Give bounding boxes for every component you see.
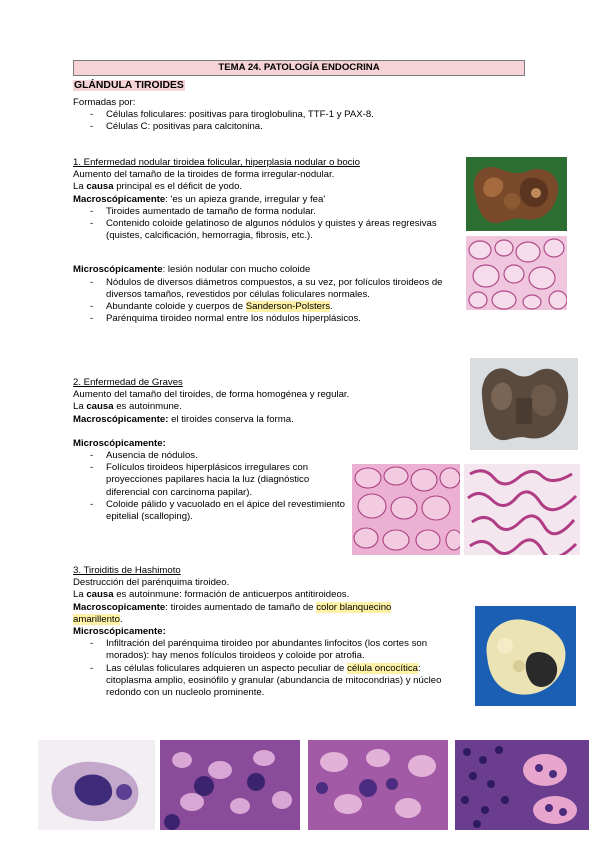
- section-1-macro: Macroscópicamente: 'es un apieza grande, irregular y fea': [73, 193, 326, 205]
- hashimoto-gross-photo: [475, 606, 576, 706]
- section-3-macro: Macroscopicamente: tiroides aumentado de tamaño de color blanquecino amarillento.: [73, 601, 392, 625]
- intro-lead: Formadas por:: [73, 97, 136, 108]
- section-3: [73, 565, 445, 699]
- section-2-title: 2. Enfermedad de Graves: [73, 377, 183, 388]
- intro-item: - Células C: positivas para calcitonina.: [73, 121, 473, 133]
- section-2-micro: Microscópicamente:: [73, 437, 166, 449]
- section-1-micro-item: - Nódulos de diversos diámetros compuestos, a su vez, por folículos tiroideos de diversos tamaños, revestidos por células foliculares normales.: [73, 277, 451, 301]
- goiter-gross-photo: [466, 157, 567, 231]
- graves-micro-photo-2: [464, 464, 580, 555]
- intro-item: - Células foliculares: positivas para tiroglobulina, TTF-1 y PAX-8.: [73, 109, 473, 121]
- section-3-micro-item: - Infiltración del parénquima tiroideo por abundantes linfocitos (los cortes son morados): hay menos folículos tiroideos y coloide por atrofia.: [73, 638, 445, 662]
- hashimoto-micro-photo-4: [455, 740, 589, 830]
- graves-micro-photo-1: [352, 464, 460, 555]
- section-1: [73, 157, 451, 325]
- hashimoto-micro-photo-1: [38, 740, 155, 830]
- section-3-cause: La causa es autoinmune: formación de anticuerpos antitiroideos.: [73, 589, 350, 601]
- page-title: TEMA 24. PATOLOGÍA ENDOCRINA: [73, 60, 525, 76]
- section-1-macro-item: - Tiroides aumentado de tamaño de forma nodular.: [73, 206, 451, 218]
- section-1-micro-item: - Parénquima tiroideo normal entre los nódulos hiperplásicos.: [73, 313, 451, 325]
- section-1-micro-item: - Abundante coloide y cuerpos de Sanderson-Polsters.: [73, 301, 451, 313]
- section-2-definition: Aumento del tamaño del tiroides, de forma homogénea y regular.: [73, 389, 350, 401]
- section-heading: GLÁNDULA TIROIDES: [74, 80, 184, 91]
- hashimoto-micro-photo-2: [160, 740, 300, 830]
- section-1-title: 1. Enfermedad nodular tiroidea folicular, hiperplasia nodular o bocio: [73, 157, 360, 168]
- section-2-micro-item: - Folículos tiroideos hiperplásicos irregulares con proyecciones papilares hacia la luz (diagnóstico diferencial con carcinoma papilar).: [73, 462, 353, 499]
- section-3-definition: Destrucción del parénquima tiroideo.: [73, 577, 230, 589]
- section-2-cause: La causa es autoinmune.: [73, 401, 182, 413]
- section-2-micro-item: - Ausencia de nódulos.: [73, 450, 353, 462]
- section-1-micro: Microscópicamente: lesión nodular con mucho coloide: [73, 264, 311, 276]
- intro-block: [73, 97, 473, 134]
- section-1-definition: Aumento del tamaño de la tiroides de forma irregular-nodular.: [73, 169, 335, 181]
- section-2-micro-item: - Coloide pálido y vacuolado en el ápice del revestimiento epitelial (scalloping).: [73, 499, 353, 523]
- section-3-title: 3. Tiroiditis de Hashimoto: [73, 565, 181, 576]
- section-1-macro-item: - Contenido coloide gelatinoso de algunos nódulos y quistes y áreas regresivas (quistes, calcificación, hemorragia, fibrosis, etc.).: [73, 218, 451, 242]
- section-3-micro: Microscópicamente:: [73, 626, 166, 638]
- goiter-micro-photo: [466, 236, 567, 310]
- section-3-micro-item: - Las células foliculares adquieren un aspecto peculiar de célula oncocítica: citoplasma amplio, eosinófilo y granular (abundancia de mitocondrias) y núcleo redondo con un nucleolo prominente.: [73, 663, 445, 700]
- section-1-cause: La causa principal es el déficit de yodo.: [73, 181, 243, 193]
- graves-gross-photo: [470, 358, 578, 450]
- hashimoto-micro-photo-3: [308, 740, 448, 830]
- section-2-macro: Macroscópicamente: el tiroides conserva la forma.: [73, 413, 294, 425]
